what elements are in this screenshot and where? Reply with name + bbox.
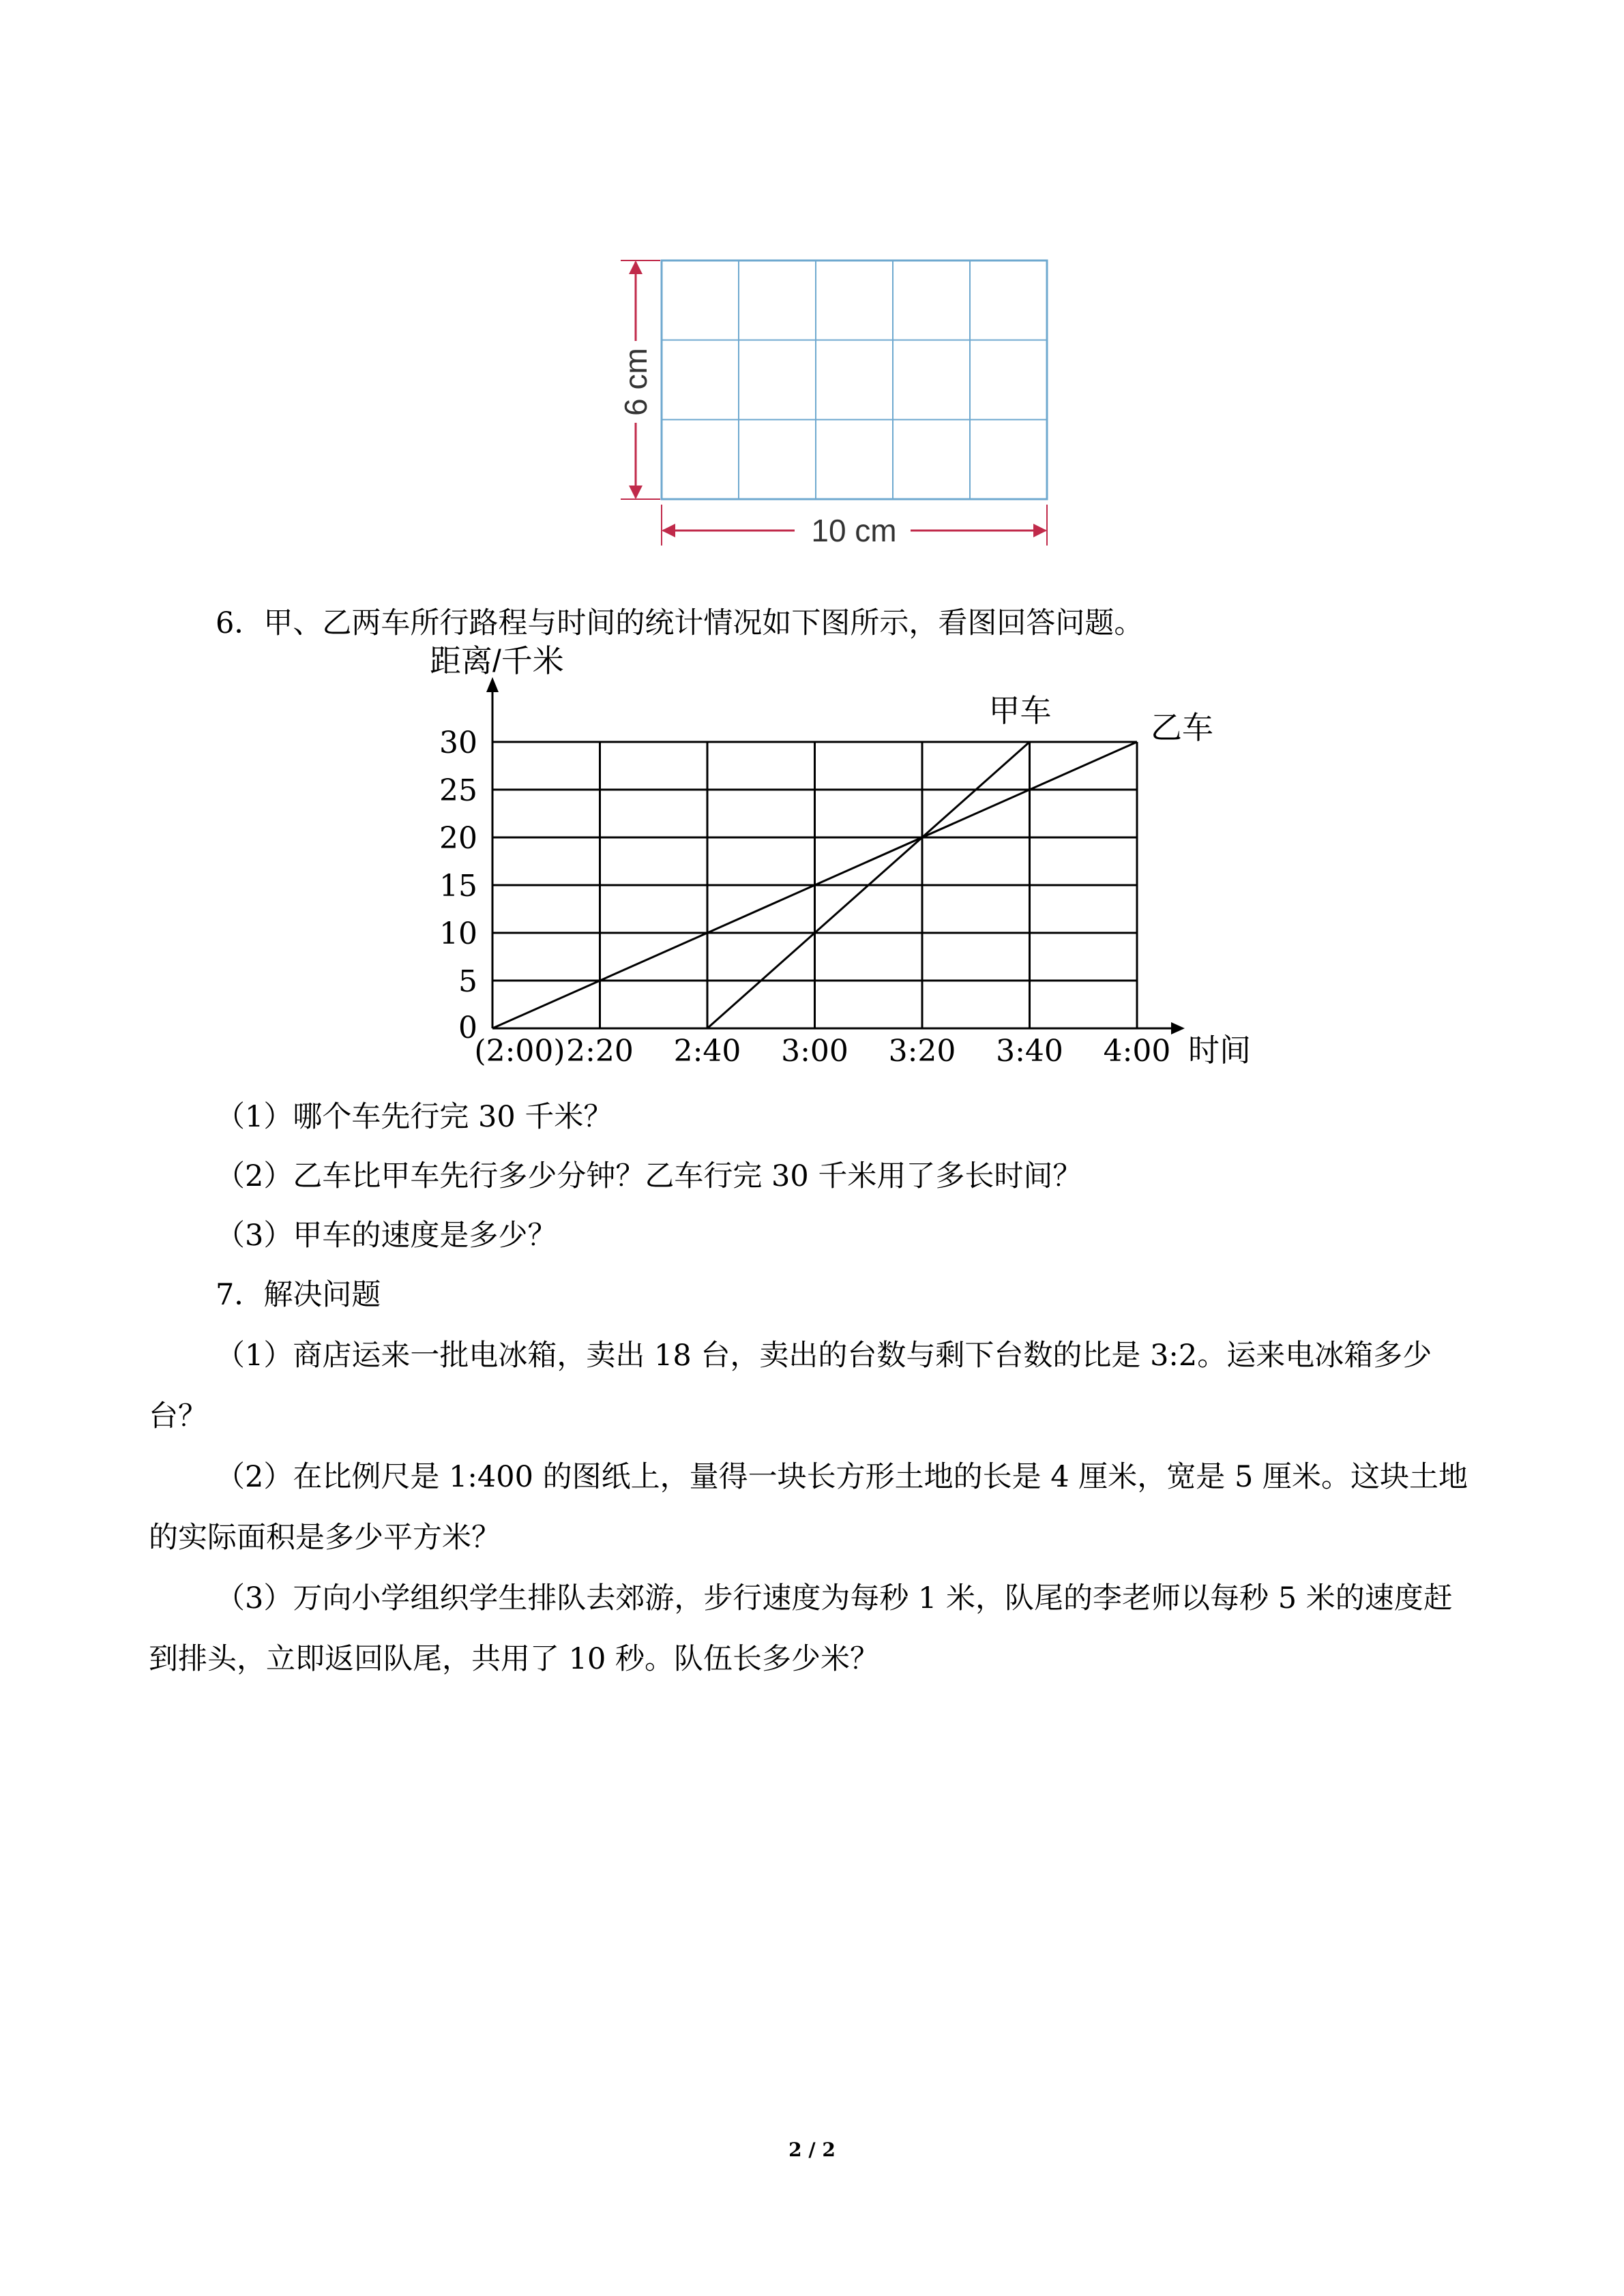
rectangle-outline xyxy=(662,260,1047,499)
y-tick-label: 25 xyxy=(439,773,477,808)
chart-svg xyxy=(409,638,1296,1088)
series-label-jia: 甲车 xyxy=(988,693,1052,728)
rectangle-figure xyxy=(573,232,1105,566)
x-tick-label: 3:00 xyxy=(781,1034,848,1069)
height-label: 6 cm xyxy=(618,348,653,416)
x-tick-label: 2:20 xyxy=(566,1034,634,1069)
question-7-2: （2）在比例尺是 1:400 的图纸上，量得一块长方形土地的长是 4 厘米，宽是 5 厘米。这块土地的实际面积是多少平方米？ xyxy=(149,1460,1468,1555)
x-tick-label: 4:00 xyxy=(1103,1034,1171,1069)
x-tick-label: (2:00) xyxy=(474,1034,565,1069)
question-7-3: （3）万向小学组织学生排队去郊游，步行速度为每秒 1 米，队尾的李老师以每秒 5 米的速度赶到排头，立即返回队尾，共用了 10 秒。队伍长多少米？ xyxy=(149,1581,1453,1676)
series-label-yi: 乙车 xyxy=(1151,710,1213,745)
y-tick-label: 15 xyxy=(439,869,477,904)
y-axis-label: 距离/千米 xyxy=(430,643,564,679)
y-tick-label: 20 xyxy=(439,821,477,856)
width-arrow-right xyxy=(1033,524,1047,537)
chart-ticks xyxy=(439,726,1170,1069)
distance-time-chart xyxy=(409,638,1296,1088)
y-tick-label: 5 xyxy=(458,964,477,999)
question-6-3: （3）甲车的速度是多少？ xyxy=(216,1219,557,1253)
question-6-text: 6．甲、乙两车所行路程与时间的统计情况如下图所示，看图回答问题。 xyxy=(216,606,1144,640)
question-7-1: （1）商店运来一批电冰箱，卖出 18 台，卖出的台数与剩下台数的比是 3:2。运来电冰箱多少台？ xyxy=(149,1339,1432,1433)
rectangle-figure-svg xyxy=(573,232,1105,566)
width-label: 10 cm xyxy=(811,513,897,548)
rectangle-grid xyxy=(662,260,1047,499)
y-tick-label: 0 xyxy=(458,1011,477,1045)
x-axis-label: 时间 xyxy=(1188,1032,1251,1068)
y-tick-label: 10 xyxy=(439,916,477,951)
y-axis-arrow xyxy=(486,677,499,692)
x-axis-arrow xyxy=(1171,1022,1185,1034)
height-arrow-bottom xyxy=(629,486,643,499)
question-6-2: （2）乙车比甲车先行多少分钟？乙车行完 30 千米用了多长时间？ xyxy=(216,1159,1082,1193)
question-7-title: 7．解决问题 xyxy=(216,1278,381,1312)
height-arrow-top xyxy=(629,260,643,274)
width-arrow-left xyxy=(662,524,675,537)
question-6-1: （1）哪个车先行完 30 千米？ xyxy=(216,1100,613,1134)
y-tick-label: 30 xyxy=(439,726,477,760)
chart-axes xyxy=(430,643,1251,1068)
page-number: 2 / 2 xyxy=(788,2138,836,2161)
x-tick-label: 3:20 xyxy=(888,1034,956,1069)
x-tick-label: 2:40 xyxy=(673,1034,741,1069)
x-tick-label: 3:40 xyxy=(996,1034,1063,1069)
